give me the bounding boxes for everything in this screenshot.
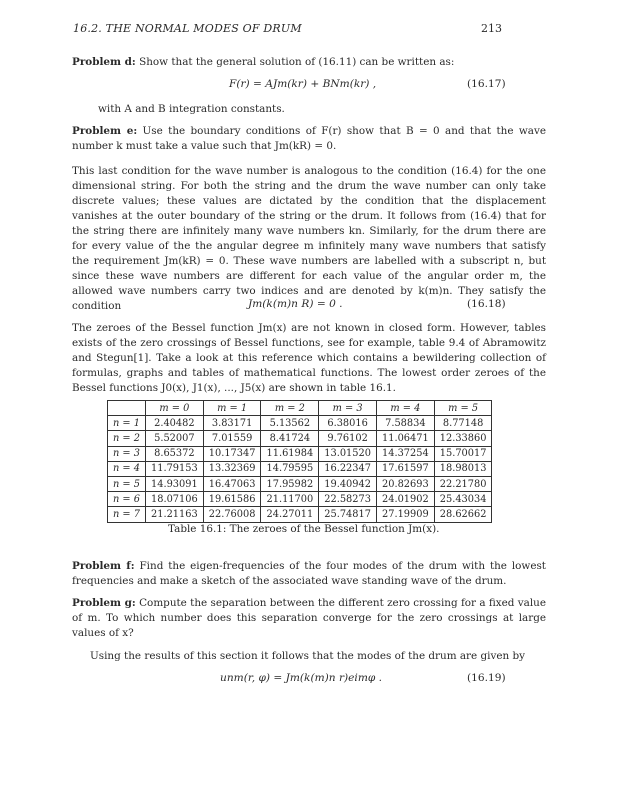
equation-number-16-17: (16.17) [467,78,506,90]
table-caption: Table 16.1: The zeroes of the Bessel function Jm(x). [168,523,440,535]
row-label: n = 3 [108,446,146,461]
table-cell: 21.11700 [261,492,319,507]
equation-number-16-19: (16.19) [467,672,506,684]
table-cell: 19.61586 [203,492,261,507]
table-cell: 2.40482 [145,416,203,431]
table-cell: 28.62662 [434,507,492,522]
table-cell: 16.22347 [319,461,377,476]
table-row [108,461,492,476]
table-cell: 15.70017 [434,446,492,461]
row-label: n = 5 [108,476,146,491]
table-row [108,431,492,446]
column-header: m = 4 [376,401,434,416]
table-cell: 8.41724 [261,431,319,446]
equation-16-19: unm(r, φ) = Jm(k(m)n r)eimφ . [220,672,383,684]
table-header-row [108,401,492,416]
table-cell: 22.21780 [434,476,492,491]
table-cell: 11.06471 [376,431,434,446]
table-cell: 24.27011 [261,507,319,522]
table-cell: 18.07106 [145,492,203,507]
table-cell: 8.65372 [145,446,203,461]
column-header: m = 2 [261,401,319,416]
table-cell: 5.52007 [145,431,203,446]
with-constants-text: with A and B integration constants. [98,103,285,115]
table-cell: 22.58273 [319,492,377,507]
table-cell: 16.47063 [203,476,261,491]
problem-d [72,55,546,70]
paragraph-wave-numbers: This last condition for the wave number is analogous to the condition (16.4) for the one dimensional string. For both the string and the drum the wave number can only take discrete values; these values are dictated by the condition that the displacement vanishes at the outer boundary of the string or the drum. It follows from (16.4) that for the string there are infinitely many wave numbers kn. Similarly, for the drum there are for every value of the the angular degree m infinitely many wave numbers that satisfy the requirement Jm(kR) = 0. These wave numbers are labelled with a subscript n, but since these wave numbers are different for each value of the angular order m, the allowed wave numbers carry two indices and are denoted by k(m)n. They satisfy the condition [72,165,546,312]
problem-e-text: Use the boundary conditions of F(r) show that B = 0 and that the wave number k must take a value such that Jm(kR) = 0. [72,125,546,152]
table-row [108,446,492,461]
table-cell: 24.01902 [376,492,434,507]
column-header: m = 1 [203,401,261,416]
table-cell: 27.19909 [376,507,434,522]
table-cell: 10.17347 [203,446,261,461]
table-cell: 21.21163 [145,507,203,522]
problem-d-text: Show that the general solution of (16.11) can be written as: [139,56,455,68]
table-cell: 7.58834 [376,416,434,431]
problem-f-text: Find the eigen-frequencies of the four modes of the drum with the lowest frequencies and make a sketch of the associated wave standing wave of the drum. [72,560,546,587]
problem-f [72,559,546,589]
table-cell: 14.37254 [376,446,434,461]
table-cell: 8.77148 [434,416,492,431]
table-cell: 14.79595 [261,461,319,476]
table-cell: 17.95982 [261,476,319,491]
problem-g [72,596,546,641]
table-cell: 17.61597 [376,461,434,476]
equation-16-17: F(r) = AJm(kr) + BNm(kr) , [229,78,377,90]
table-cell: 13.32369 [203,461,261,476]
problem-g-text: Compute the separation between the different zero crossing for a fixed value of m. To which number does this separation converge for the zero crossings at large values of x? [72,597,546,639]
table-cell: 13.01520 [319,446,377,461]
running-header: 16.2. THE NORMAL MODES OF DRUM [73,22,302,35]
table-row [108,416,492,431]
column-header: m = 3 [319,401,377,416]
table-row [108,476,492,491]
paragraph-bessel-zeroes: The zeroes of the Bessel function Jm(x) are not known in closed form. However, tables exists of the zero crossings of Bessel functions, see for example, table 9.4 of Abramowitz and Stegun[1]. Take a look at this reference which contains a bewildering collection of formulas, graphs and tables of mathematical functions. The lowest order zeroes of the Bessel functions J0(x), J1(x), ..., J5(x) are shown in table 16.1. [72,322,546,394]
table-cell: 22.76008 [203,507,261,522]
table-cell: 25.74817 [319,507,377,522]
problem-e [72,124,546,154]
table-cell: 11.61984 [261,446,319,461]
row-label: n = 6 [108,492,146,507]
column-header: m = 0 [145,401,203,416]
problem-d-label: Problem d: [72,56,136,68]
problem-f-label: Problem f: [72,560,135,572]
equation-16-18: Jm(k(m)n R) = 0 . [248,298,343,310]
table-row [108,507,492,522]
row-label: n = 2 [108,431,146,446]
paragraph-modes: Using the results of this section it follows that the modes of the drum are given by [90,650,525,662]
table-cell: 3.83171 [203,416,261,431]
table-cell: 19.40942 [319,476,377,491]
problem-e-label: Problem e: [72,125,138,137]
table-row [108,492,492,507]
problem-g-label: Problem g: [72,597,136,609]
row-label: n = 7 [108,507,146,522]
table-cell: 12.33860 [434,431,492,446]
bessel-zeroes-table [107,400,492,523]
page-number: 213 [481,22,502,35]
table-cell: 6.38016 [319,416,377,431]
row-label: n = 1 [108,416,146,431]
table-cell: 18.98013 [434,461,492,476]
table-corner-cell [108,401,146,416]
table-cell: 11.79153 [145,461,203,476]
row-label: n = 4 [108,461,146,476]
table-cell: 20.82693 [376,476,434,491]
table-cell: 14.93091 [145,476,203,491]
table-cell: 25.43034 [434,492,492,507]
column-header: m = 5 [434,401,492,416]
table-cell: 7.01559 [203,431,261,446]
table-cell: 9.76102 [319,431,377,446]
equation-number-16-18: (16.18) [467,298,506,310]
table-cell: 5.13562 [261,416,319,431]
